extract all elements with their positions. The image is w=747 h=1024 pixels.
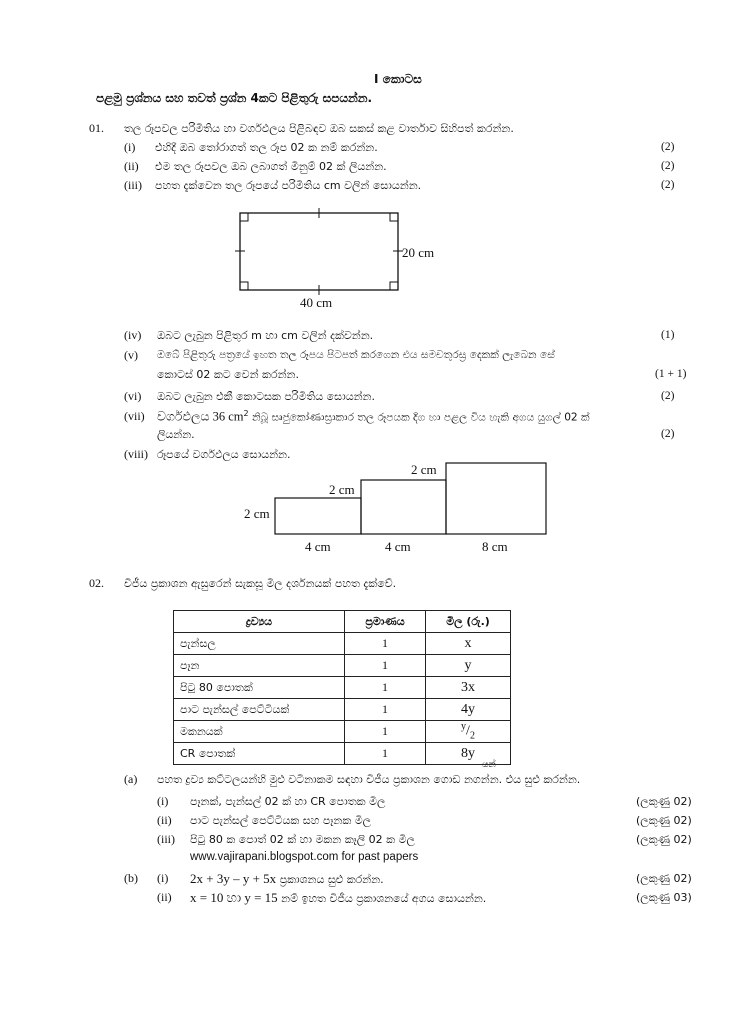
step-bottom-label-2: 4 cm	[385, 539, 411, 554]
table-row	[174, 677, 511, 699]
q2-b-i-rest: ප්‍රකාශනය සුළු කරන්න.	[276, 873, 384, 886]
table-cell-item: පෑන	[174, 655, 345, 677]
q2-a-iii-label: (iii)	[157, 832, 175, 846]
q1-viii-text: රූපයේ වර්ගඵලය සොයන්න.	[157, 448, 291, 461]
q1-ii-marks: (2)	[661, 160, 675, 172]
q1-vii-area: වර්ගඵලය 36 cm	[157, 409, 244, 424]
q2-a-ii-label: (ii)	[157, 813, 172, 827]
q1-i-marks: (2)	[661, 141, 675, 153]
q1-iii-text: පහත දැක්වෙන තල රූපයේ පරිමිතිය cm වලින් සොයන්න.	[155, 179, 422, 192]
q1-vii-marks: (2)	[661, 428, 675, 440]
table-row	[174, 633, 511, 655]
q2-a-text	[157, 773, 580, 787]
rect-width-label: 40 cm	[300, 295, 333, 310]
q1-vii-sup: 2	[243, 409, 249, 418]
q2-b-i-text	[190, 871, 384, 887]
table-cell-item: පිටු 80 පොතක්	[174, 677, 345, 699]
q2-a-label: (a)	[124, 772, 138, 786]
q2-a-text-part1: පහත ද්‍රව්‍ය කට්ටලයන්හි මුළු වටිනාකම සඳහා විජීය ප්‍රකාශන	[157, 773, 430, 786]
large-rectangle	[446, 463, 546, 534]
q1-vi-text: ඔබට ලැබුන එකී කොටසක පරිමිතිය සොයන්න.	[157, 390, 375, 403]
rectangle-shape	[240, 213, 398, 290]
q2-number: 02.	[89, 576, 104, 590]
q1-v-marks: (1 + 1)	[655, 368, 687, 380]
section-title: I කොටස	[374, 72, 422, 86]
table-cell-price: 3x	[426, 677, 511, 699]
q2-text: විජීය ප්‍රකාශන ඇසුරෙන් සැකසූ මිල දර්ශනයක් පහත දැක්වේ.	[124, 577, 397, 590]
q2-b-ii-text	[190, 890, 486, 906]
q1-v-text-line2: කොටස් 02 කට වෙන් කරන්න.	[157, 368, 299, 381]
q1-iv-label: (iv)	[124, 328, 142, 342]
price-table	[173, 610, 511, 765]
table-cell-price-fraction: $^y/_2$	[426, 721, 511, 743]
q2-b-ii-marks: (ලකුණු 03)	[636, 891, 692, 904]
rect-height-label: 20 cm	[402, 245, 435, 260]
middle-rectangle	[361, 480, 446, 534]
step-bottom-label-3: 8 cm	[482, 539, 508, 554]
table-cell-item: CR පොතක්	[174, 743, 345, 765]
q1-iii-label: (iii)	[124, 178, 142, 192]
q1-vii-text-line2: ලියන්න.	[157, 428, 195, 441]
q2-a-i-label: (i)	[157, 794, 169, 808]
q1-ii-text: එම තල රූපවල ඔබ ලබාගත් මිනුම් 02 ක් ලියන්න.	[155, 160, 387, 173]
q2-a-i-text: පෑනක්, පැන්සල් 02 ක් හා CR පොතක මිල	[190, 795, 386, 808]
table-header-row	[174, 611, 511, 633]
q1-iv-text: ඔබට ලැබුන පිළිතුර m හා cm වලින් දක්වන්න.	[157, 329, 374, 342]
table-cell-price: 8y	[426, 743, 511, 765]
q1-i-text: එහිදී ඔබ තෝරාගත් තල රූප 02 ක නම් කරන්න.	[155, 141, 378, 154]
q2-b-ii-label: (ii)	[157, 890, 172, 904]
q1-v-label: (v)	[124, 348, 138, 362]
q2-a-text-part2: ගොඩ නගන්න. එය සුළු කරන්න.	[429, 773, 581, 786]
watermark-text: www.vajirapani.blogspot.com for past papers	[190, 851, 419, 863]
table-row	[174, 721, 511, 743]
q1-vii-rest: නිබූ සෘජුකෝණාස්‍රාකාර තල රූපයක දිග හා පළල විය හැකි අගය යුගල් 02 ක්	[248, 411, 590, 424]
q1-text: තල රූපවල පරිමිතිය හා වර්ගඵලය පිළිබඳව ඔබ සකස් කළ වාර්තාව සිහිපත් කරන්න.	[124, 122, 514, 135]
table-cell-qty: 1	[345, 721, 426, 743]
q2-a-i-marks: (ලකුණු 02)	[636, 795, 692, 808]
table-cell-qty: 1	[345, 655, 426, 677]
fraction-numerator: y	[461, 721, 467, 733]
q2-b-label: (b)	[124, 871, 138, 885]
q1-vii-text-line1	[157, 409, 590, 425]
q2-b-i-expr: 2x + 3y – y + 5x	[190, 871, 277, 886]
q2-a-ii-marks: (ලකුණු 02)	[636, 814, 692, 827]
table-cell-price: 4y	[426, 699, 511, 721]
step-top-label-1: 2 cm	[329, 482, 355, 497]
q1-number: 01.	[89, 121, 104, 135]
equal-side-ticks	[235, 208, 403, 295]
q1-iii-marks: (2)	[661, 179, 675, 191]
table-cell-price: x	[426, 633, 511, 655]
table-cell-item: පැන්සල	[174, 633, 345, 655]
q2-a-iii-text: පිටු 80 ක පොත් 02 ක් හා මකන කෑලි 02 ක මිල	[190, 833, 415, 846]
table-cell-qty: 1	[345, 699, 426, 721]
table-header-qty: ප්‍රමාණය	[345, 611, 426, 633]
q2-a-insert: යන්	[482, 760, 496, 770]
fraction-denominator: 2	[469, 730, 475, 742]
table-header-price: මිල (රු.)	[426, 611, 511, 633]
step-top-label-2: 2 cm	[411, 462, 437, 477]
right-angle-marks	[240, 213, 398, 290]
instruction: පළමු ප්‍රශ්නය සහ තවත් ප්‍රශ්න 4කට පිළිතුරු සපයන්න.	[96, 91, 373, 105]
table-header-item: ද්‍රව්‍යය	[174, 611, 345, 633]
table-cell-item: පාට පැන්සල් පෙට්ටියක්	[174, 699, 345, 721]
q1-i-label: (i)	[124, 140, 136, 154]
table-row	[174, 699, 511, 721]
step-left-label: 2 cm	[244, 506, 270, 521]
step-bottom-label-1: 4 cm	[305, 539, 331, 554]
q2-b-ii-expr: x = 10 හා y = 15	[190, 890, 278, 905]
q1-vii-label: (vii)	[124, 409, 145, 423]
small-rectangle	[275, 498, 361, 534]
q2-b-ii-rest: නම් ඉහත විජීය ප්‍රකාශනයේ අගය සොයන්න.	[277, 892, 487, 905]
q1-iv-marks: (1)	[661, 329, 675, 341]
table-cell-qty: 1	[345, 743, 426, 765]
q1-v-text-line1: ඔබේ පිළිතුරු පත්‍රයේ ඉහත තල රූපය පිටපත් කරගෙන එය සමචතුරස්‍ර දෙකක් ලැබෙන සේ	[157, 349, 555, 361]
table-cell-qty: 1	[345, 633, 426, 655]
q1-viii-label: (viii)	[124, 447, 148, 461]
q2-b-i-label: (i)	[157, 871, 169, 885]
q1-vi-marks: (2)	[661, 390, 675, 402]
q2-a-ii-text: පාට පැන්සල් පෙට්ටියක සහ පෑනක මිල	[190, 814, 372, 827]
q1-ii-label: (ii)	[124, 159, 139, 173]
q2-b-i-marks: (ලකුණු 02)	[636, 872, 692, 885]
table-row	[174, 743, 511, 765]
table-row	[174, 655, 511, 677]
table-cell-qty: 1	[345, 677, 426, 699]
table-cell-price: y	[426, 655, 511, 677]
q2-a-iii-marks: (ලකුණු 02)	[636, 833, 692, 846]
q1-vi-label: (vi)	[124, 389, 142, 403]
table-cell-item: මකනයක්	[174, 721, 345, 743]
